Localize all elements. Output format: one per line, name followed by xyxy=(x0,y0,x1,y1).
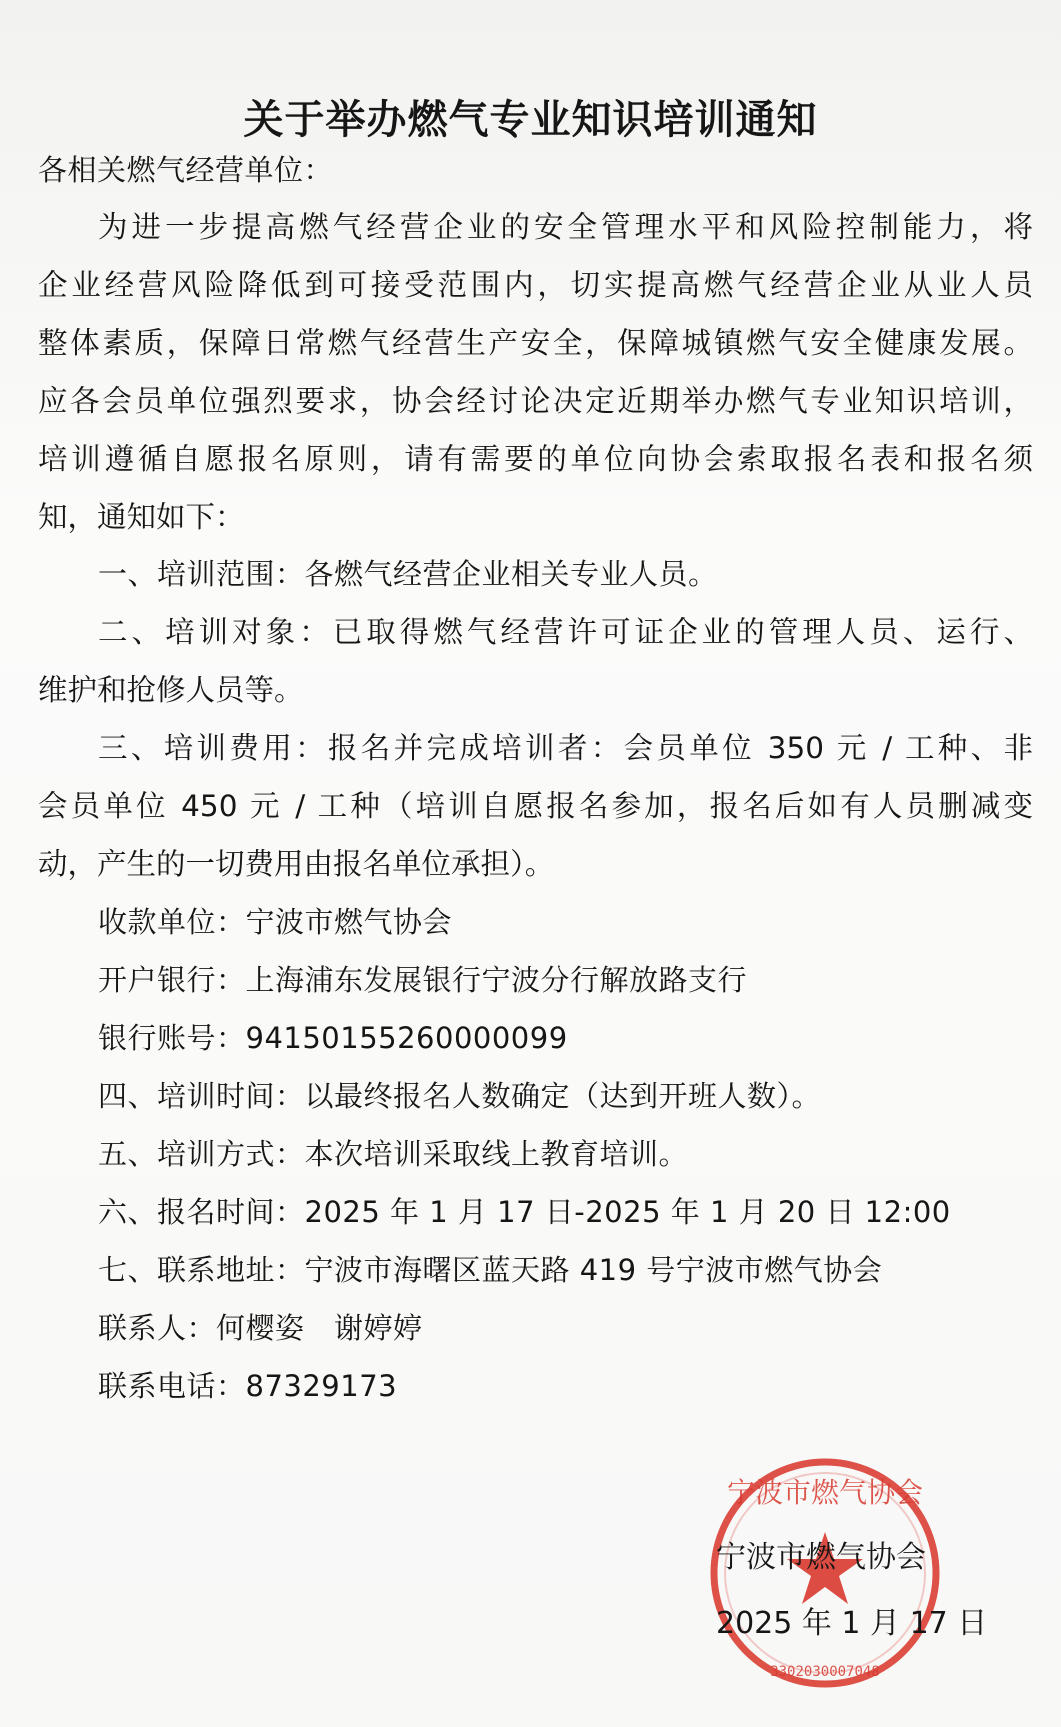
seal-code: 3302030007048 xyxy=(770,1664,880,1680)
seal-text: 宁波市燃气协会 xyxy=(726,1476,924,1509)
intro-line-5: 培训遵循自愿报名原则，请有需要的单位向协会索取报名表和报名须 xyxy=(38,442,1033,476)
signature-date: 2025 年 1 月 17 日 xyxy=(716,1606,988,1641)
account-line: 银行账号：94150155260000099 xyxy=(98,1021,568,1055)
intro-line-1: 为进一步提高燃气经营企业的安全管理水平和风险控制能力，将 xyxy=(98,210,1033,244)
item-training-scope: 一、培训范围：各燃气经营企业相关专业人员。 xyxy=(98,557,718,591)
item-training-time: 四、培训时间：以最终报名人数确定（达到开班人数）。 xyxy=(98,1079,822,1113)
signature-organization: 宁波市燃气协会 xyxy=(716,1540,926,1575)
document-title: 关于举办燃气专业知识培训通知 xyxy=(243,97,818,143)
item-contact-address: 七、联系地址：宁波市海曙区蓝天路 419 号宁波市燃气协会 xyxy=(98,1253,883,1287)
payee-line: 收款单位：宁波市燃气协会 xyxy=(98,905,453,939)
item-training-fee-line-1: 三、培训费用：报名并完成培训者：会员单位 350 元 / 工种、非 xyxy=(98,731,1033,765)
item-training-fee-line-2: 会员单位 450 元 / 工种（培训自愿报名参加，报名后如有人员删减变 xyxy=(38,789,1033,823)
bank-line: 开户银行：上海浦东发展银行宁波分行解放路支行 xyxy=(98,963,748,997)
salutation: 各相关燃气经营单位： xyxy=(38,153,334,187)
item-registration-time: 六、报名时间：2025 年 1 月 17 日-2025 年 1 月 20 日 12:00 xyxy=(98,1195,951,1229)
intro-line-2: 企业经营风险降低到可接受范围内，切实提高燃气经营企业从业人员 xyxy=(38,268,1033,302)
intro-line-6: 知，通知如下： xyxy=(38,500,245,534)
contact-phone: 联系电话：87329173 xyxy=(98,1369,398,1403)
contact-person: 联系人：何樱姿 谢婷婷 xyxy=(98,1311,423,1345)
item-training-target-line-2: 维护和抢修人员等。 xyxy=(38,673,304,707)
intro-line-3: 整体素质，保障日常燃气经营生产安全，保障城镇燃气安全健康发展。 xyxy=(38,326,1033,360)
intro-line-4: 应各会员单位强烈要求，协会经讨论决定近期举办燃气专业知识培训， xyxy=(38,384,1033,418)
item-training-method: 五、培训方式：本次培训采取线上教育培训。 xyxy=(98,1137,689,1171)
item-training-target-line-1: 二、培训对象：已取得燃气经营许可证企业的管理人员、运行、 xyxy=(98,615,1033,649)
item-training-fee-line-3: 动，产生的一切费用由报名单位承担）。 xyxy=(38,847,555,881)
